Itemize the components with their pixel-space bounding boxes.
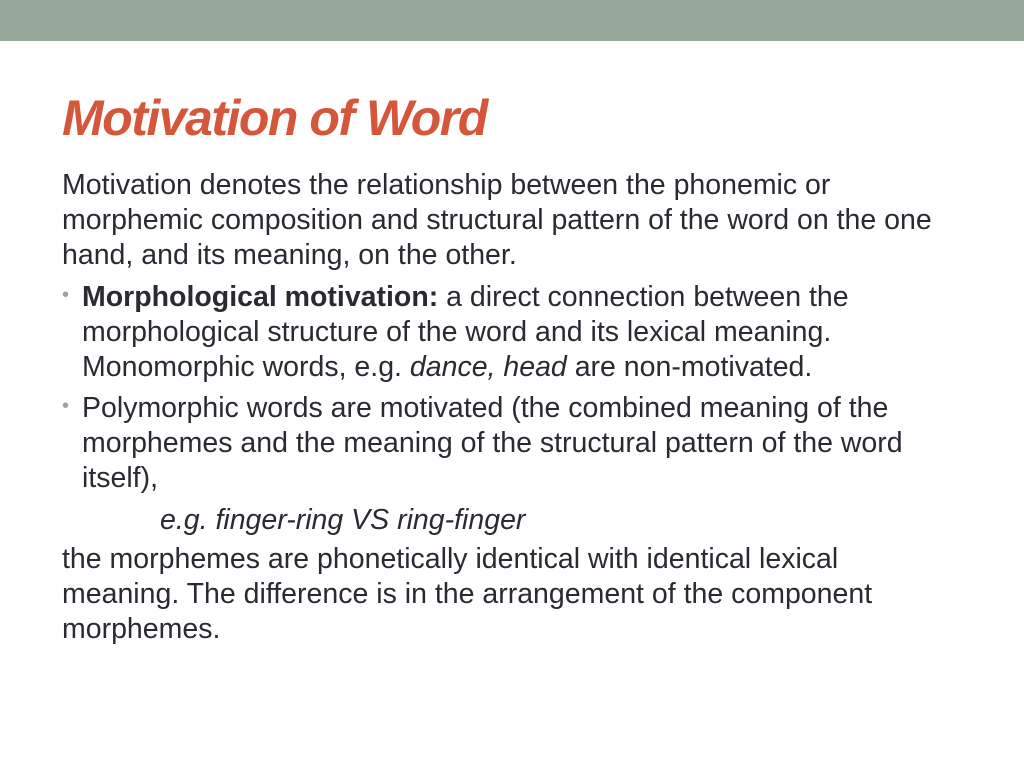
- top-accent-bar: [0, 0, 1024, 41]
- bullet-example: dance, head: [409, 351, 567, 383]
- bullet-term: Morphological motivation:: [82, 281, 439, 313]
- bullet-list: [62, 280, 962, 496]
- slide-body: [62, 168, 962, 647]
- bullet-dot-icon: •: [62, 395, 70, 417]
- bullet-text: a direct connection between the morphological structure of the word and its lexical meaning. Monomorphic words, e.g.: [82, 281, 849, 383]
- closing-paragraph: the morphemes are phonetically identical with identical lexical meaning. The difference is in the arrangement of the component morphemes.: [62, 543, 873, 645]
- intro-paragraph: Motivation denotes the relationship between the phonemic or morphemic composition and structural pattern of the word on the one hand, and its meaning, on the other.: [62, 169, 932, 271]
- slide-title: Motivation of Word: [62, 90, 487, 146]
- bullet-text: Polymorphic words are motivated (the combined meaning of the morphemes and the meaning of the structural pattern of the word itself),: [82, 392, 903, 494]
- example-line: e.g. finger-ring VS ring-finger: [160, 504, 526, 536]
- bullet-dot-icon: •: [62, 284, 70, 306]
- bullet-polymorphic-words: [62, 391, 962, 496]
- bullet-text-end: are non-motivated.: [566, 351, 813, 383]
- bullet-morphological-motivation: [62, 280, 962, 385]
